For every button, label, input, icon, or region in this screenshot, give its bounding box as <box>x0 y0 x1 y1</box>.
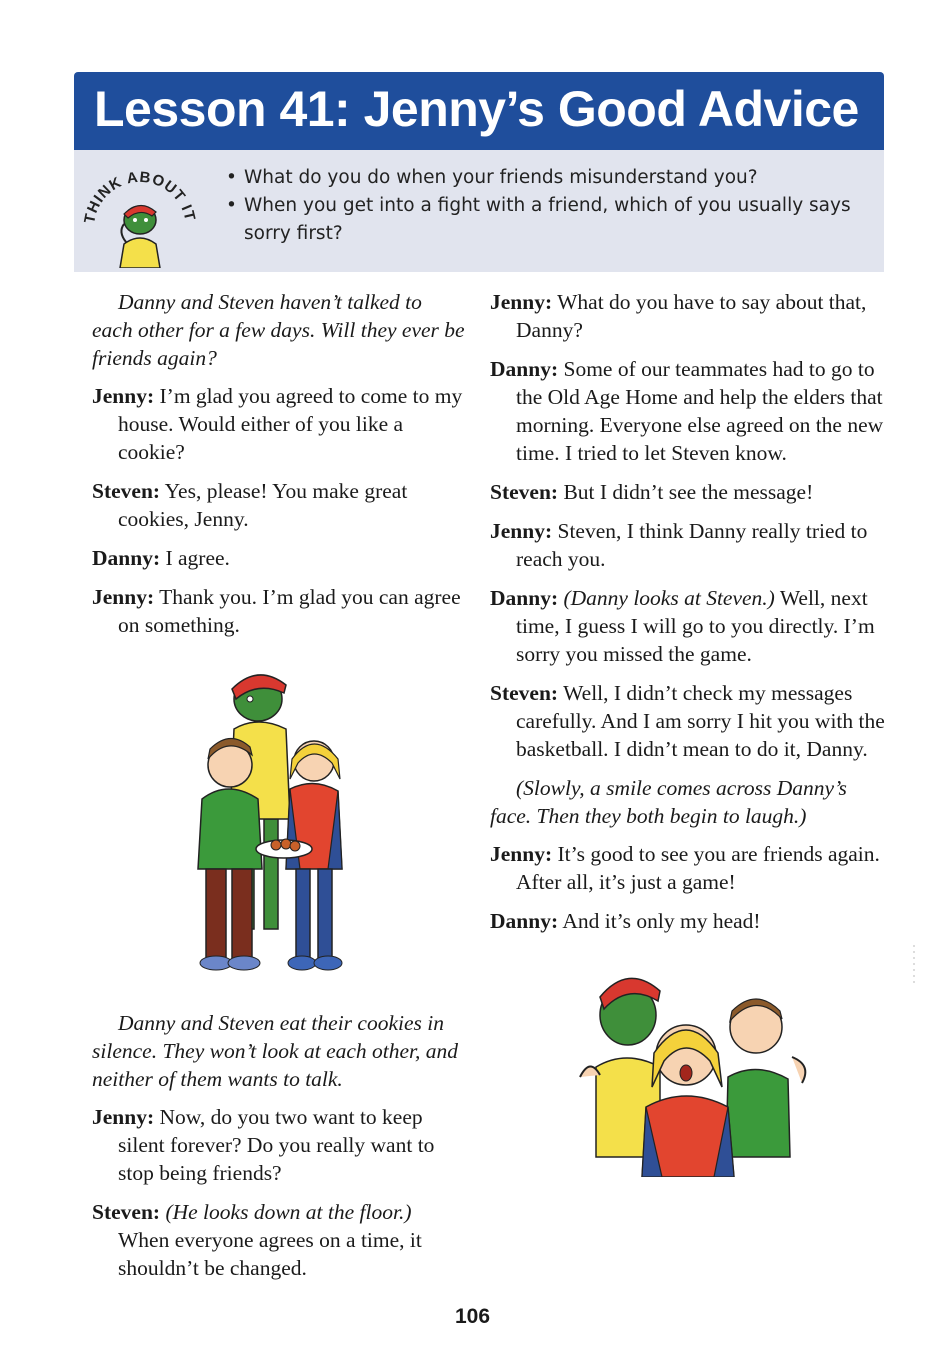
dialogue-text: Yes, please! You make great cookies, Jenny. <box>118 479 408 531</box>
mascot-thinking-icon <box>120 205 160 268</box>
left-column <box>92 288 467 1293</box>
dialogue-line <box>92 544 467 572</box>
dialogue-text: Now, do you two want to keep silent forever? Do you really want to stop being friends? <box>118 1105 435 1185</box>
dialogue-line <box>490 355 885 467</box>
dialogue-text: Steven, I think Danny really tried to reach you. <box>516 519 868 571</box>
illustration-friends-laughing <box>576 957 816 1177</box>
speaker: Steven: <box>92 1200 161 1224</box>
think-about-it-questions <box>224 164 864 248</box>
speaker: Jenny: <box>490 290 553 314</box>
think-about-it-box <box>74 150 884 272</box>
dialogue-text: I’m glad you agreed to come to my house. Would either of you like a cookie? <box>118 384 463 464</box>
dialogue-text: And it’s only my head! <box>562 909 761 933</box>
speaker: Jenny: <box>490 842 553 866</box>
narration-silence: Danny and Steven eat their cookies in silence. They won’t look at each other, and neither of them wants to talk. <box>92 1011 459 1091</box>
lesson-title-bar <box>74 72 884 150</box>
dialogue-line <box>490 907 885 935</box>
speaker: Danny: <box>490 357 559 381</box>
right-column <box>490 288 885 1177</box>
narration-laugh: (Slowly, a smile comes across Danny’s face. Then they both begin to laugh.) <box>490 776 847 828</box>
page-number: 106 <box>454 1305 491 1328</box>
dialogue-text: Well, I didn’t check my messages carefully. And I am sorry I hit you with the basketball. I didn’t mean to do it, Danny. <box>516 681 885 761</box>
dialogue-line <box>92 583 467 639</box>
lesson-title: Lesson 41: Jenny’s Good Advice <box>94 81 859 137</box>
speaker: Danny: <box>490 586 559 610</box>
dialogue-line <box>490 517 885 573</box>
illustration-friends-with-cookies <box>178 659 358 989</box>
think-about-it-label: THINK ABOUT IT <box>81 168 199 225</box>
dialogue-text: What do you have to say about that, Danny? <box>516 290 867 342</box>
think-question: • What do you do when your friends misunderstand you? <box>224 164 864 192</box>
dialogue-line <box>92 1103 467 1187</box>
speaker: Jenny: <box>92 384 155 408</box>
dialogue-text: When everyone agrees on a time, it shouldn’t be changed. <box>118 1228 422 1280</box>
speaker: Steven: <box>490 480 559 504</box>
dialogue-text: It’s good to see you are friends again. After all, it’s just a game! <box>516 842 880 894</box>
stage-direction: (He looks down at the floor.) <box>165 1200 412 1224</box>
dialogue-line <box>92 1198 467 1282</box>
dialogue-line <box>490 288 885 344</box>
narration-intro: Danny and Steven haven’t talked to each other for a few days. Will they ever be friends again? <box>92 290 465 370</box>
speaker: Steven: <box>490 681 559 705</box>
dialogue-text: Thank you. I’m glad you can agree on something. <box>118 585 461 637</box>
dialogue-text: Some of our teammates had to go to the Old Age Home and help the elders that morning. Everyone else agreed on the new time. I tried to let Steven know. <box>516 357 884 465</box>
dialogue-line <box>92 477 467 533</box>
scan-artifact <box>911 945 917 985</box>
dialogue-line <box>490 584 885 668</box>
dialogue-line <box>92 382 467 466</box>
think-about-it-badge <box>80 158 200 268</box>
dialogue-line <box>490 840 885 896</box>
dialogue-line <box>490 478 885 506</box>
dialogue-text: But I didn’t see the message! <box>563 480 814 504</box>
speaker: Jenny: <box>490 519 553 543</box>
dialogue-text: Well, next time, I guess I will go to you directly. I’m sorry you missed the game. <box>516 586 875 666</box>
speaker: Steven: <box>92 479 161 503</box>
stage-direction: (Danny looks at Steven.) <box>563 586 775 610</box>
dialogue-line <box>490 679 885 763</box>
speaker: Danny: <box>92 546 161 570</box>
speaker: Jenny: <box>92 1105 155 1129</box>
dialogue-text: I agree. <box>165 546 230 570</box>
speaker: Danny: <box>490 909 559 933</box>
think-question: • When you get into a fight with a friend, which of you usually says sorry first? <box>224 192 864 248</box>
speaker: Jenny: <box>92 585 155 609</box>
